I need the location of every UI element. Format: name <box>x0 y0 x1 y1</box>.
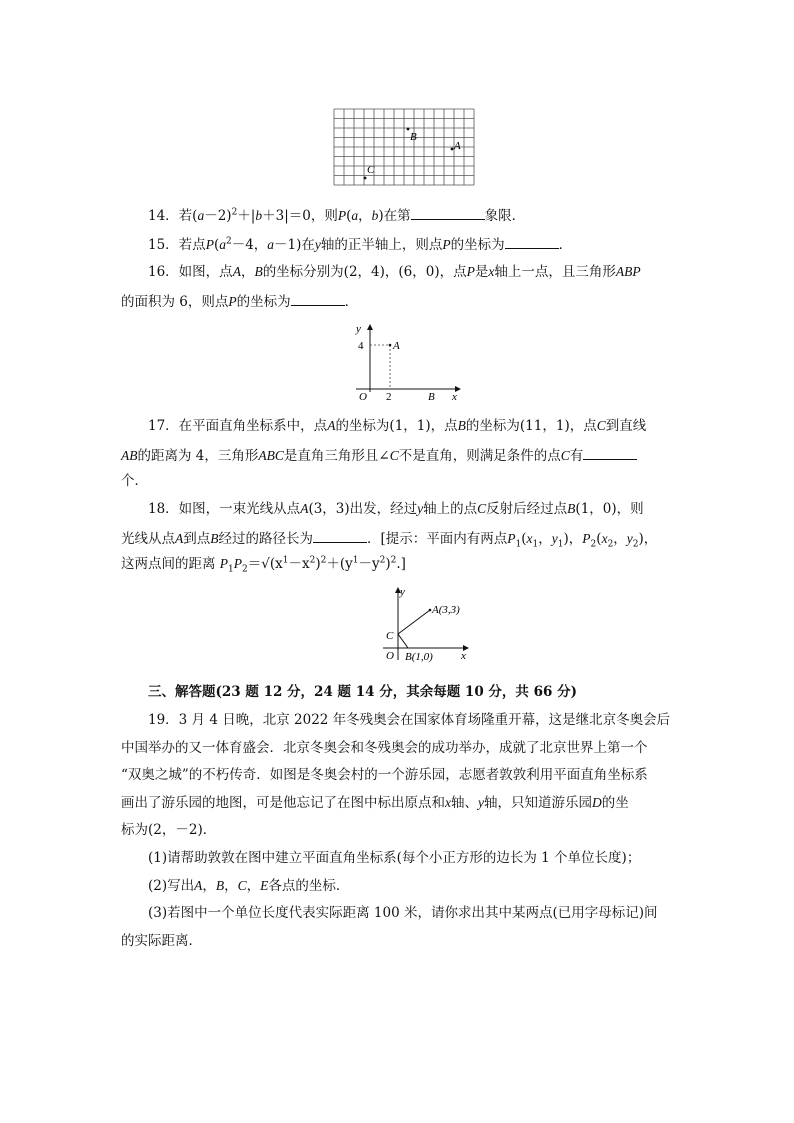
svg-text:B(1,0): B(1,0) <box>405 651 433 663</box>
answer-blank <box>505 234 559 249</box>
point-b <box>407 128 410 131</box>
section-3-heading: 三、解答题(23 题 12 分，24 题 14 分，其余每题 10 分，共 66 分) <box>148 684 577 700</box>
question-19-line-4: 画出了游乐园的地图，可是他忘记了在图中标出原点和x轴、y轴，只知道游乐园D的坐 <box>121 795 629 811</box>
svg-text:y: y <box>400 586 405 598</box>
svg-text:A(3,3): A(3,3) <box>432 604 460 616</box>
answer-blank <box>313 528 367 543</box>
svg-text:A: A <box>393 340 400 352</box>
question-17-line-1: 17．在平面直角坐标系中，点A的坐标为(1，1)，点B的坐标为(11，1)，点C到直线 <box>148 418 647 434</box>
point-a <box>451 148 454 151</box>
question-18-line-3: 这两点间的距离 $P_1P_2=√(x^1-x^2)^2+(y^1-y^2)^2$.] <box>121 555 406 575</box>
figure-16 <box>348 322 466 402</box>
label-a: A <box>454 140 461 152</box>
svg-text:x: x <box>452 391 457 402</box>
svg-text:4: 4 <box>358 340 364 352</box>
question-19-line-1: 19．3 月 4 日晚，北京 2022 年冬残奥会在国家体育场隆重开幕，这是继北京冬奥会后 <box>148 712 671 728</box>
question-16-line-1: 16．如图，点A，B的坐标分别为(2，4)，(6，0)，点P是x轴上一点，且三角形ABP <box>148 264 641 280</box>
answer-blank <box>583 445 637 460</box>
svg-text:B: B <box>428 391 435 402</box>
question-16-line-2: 的面积为 6，则点P的坐标为 ． <box>121 291 358 311</box>
question-17-line-3: 个． <box>121 473 148 489</box>
question-17-line-2: AB的距离为 4，三角形ABC是直角三角形且∠C不是直角，则满足条件的点C有 <box>121 445 637 465</box>
svg-text:O: O <box>386 650 394 662</box>
question-15: 15．若点$P(a^2-4$，a－1)在y轴的正半轴上，则点P的坐标为 ． <box>148 234 572 254</box>
svg-text:C: C <box>386 630 394 642</box>
question-19-part-1: (1)请帮助敦敦在图中建立平面直角坐标系(每个小正方形的边长为 1 个单位长度)； <box>148 850 641 866</box>
answer-blank <box>411 205 485 220</box>
question-14: 14．若$(a-2)^2+|b+3|=0$，则P(a，b)在第 象限． <box>148 205 525 225</box>
label-c: C <box>367 164 375 176</box>
question-19-line-5: 标为(2，－2)． <box>121 822 217 838</box>
svg-text:y: y <box>356 323 361 335</box>
svg-text:2: 2 <box>386 391 392 402</box>
svg-text:x: x <box>461 650 466 662</box>
label-b: B <box>410 131 417 143</box>
question-18-line-1: 18．如图，一束光线从点A(3，3)出发，经过y轴上的点C反射后经过点B(1，0)，则 <box>148 501 644 517</box>
question-19-part-3: (3)若图中一个单位长度代表实际距离 100 米，请你求出其中某两点(已用字母标记)间 <box>148 905 658 921</box>
grid-figure <box>333 108 475 186</box>
question-19-part-3-cont: 的实际距离． <box>121 933 202 949</box>
question-19-part-2: (2)写出A，B，C，E各点的坐标． <box>148 878 350 894</box>
question-19-line-3: “双奥之城”的不朽传奇．如图是冬奥会村的一个游乐园，志愿者敦敦利用平面直角坐标系 <box>121 767 648 783</box>
question-18-line-2: 光线从点A到点B经过的路径长为 ．[提示：平面内有两点$P_1(x_1$，$y_1$)，$P_2(x_2$，$y_2$)， <box>121 528 657 548</box>
question-19-line-2: 中国举办的又一体育盛会．北京冬奥会和冬残奥会的成功举办，成就了北京世界上第一个 <box>121 740 648 756</box>
point-c <box>364 177 367 180</box>
figure-18 <box>378 585 473 665</box>
answer-blank <box>291 291 345 306</box>
svg-text:O: O <box>359 391 367 402</box>
